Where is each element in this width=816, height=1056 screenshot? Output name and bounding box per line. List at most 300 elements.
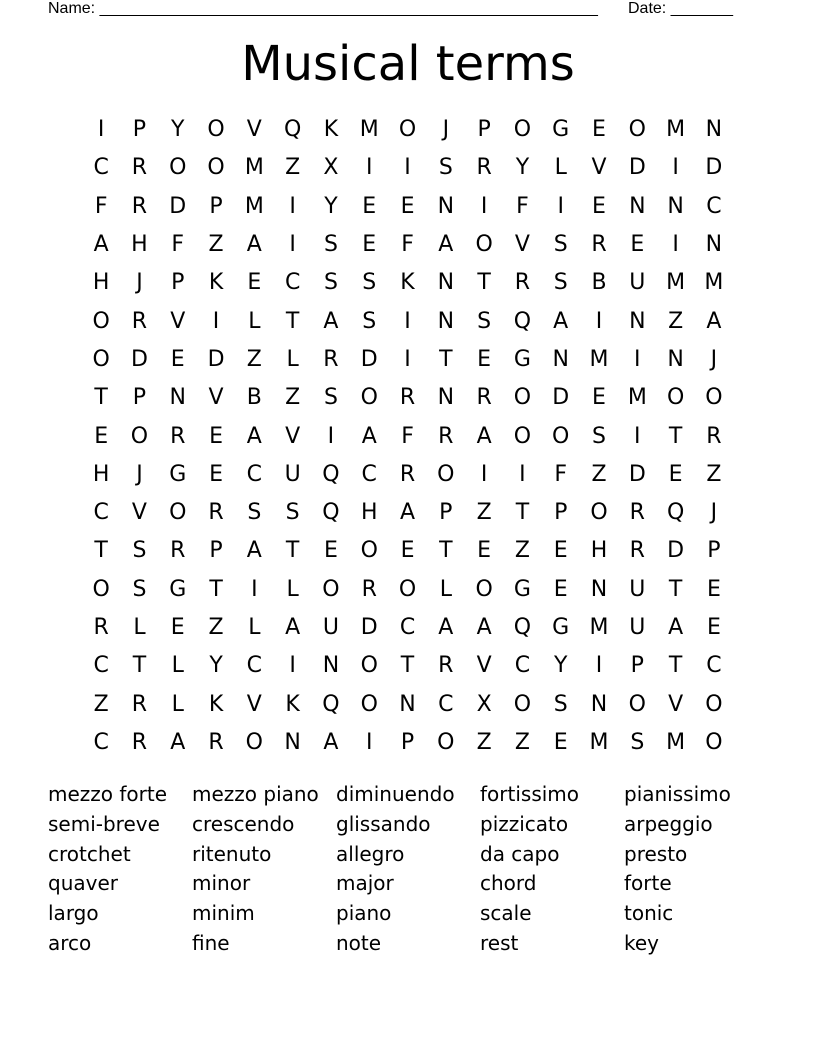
grid-letter: S [438,155,453,181]
grid-row [82,494,733,532]
grid-letter: K [208,691,224,717]
grid-letter: O [360,691,378,717]
grid-letter: E [170,615,185,640]
grid-letter: O [513,385,532,411]
grid-letter: M [666,270,686,296]
grid-letter: P [630,653,644,679]
grid-letter: I [557,193,564,219]
grid-letter: E [553,538,568,564]
grid-letter: R [476,385,492,411]
grid-letter: R [476,155,492,181]
grid-letter: S [362,270,377,296]
grid-letter: C [399,615,416,640]
grid-letter: G [169,461,187,487]
grid-letter: N [552,346,569,372]
grid-letter: C [514,653,531,679]
grid-letter: D [667,538,685,564]
grid-letter: T [209,576,223,602]
grid-letter: Z [208,232,224,258]
grid-letter: O [666,385,685,411]
grid-letter: A [476,615,492,640]
grid-letter: O [513,117,532,143]
grid-letter: N [284,729,301,755]
grid-letter: P [477,117,491,143]
grid-letter: R [629,538,645,564]
word-list-item: piano [336,901,392,926]
grid-letter: V [208,385,224,411]
grid-letter: L [554,155,567,181]
name-label: Name: ________________________________________________________ [48,0,598,17]
grid-letter: N [629,308,646,334]
grid-letter: D [360,615,378,640]
grid-letter: D [552,385,570,411]
grid-letter: O [475,576,493,602]
grid-letter: Q [322,461,340,487]
grid-letter: E [592,193,606,219]
header-line [48,0,748,20]
grid-letter: E [630,232,645,258]
grid-letter: M [704,270,724,296]
grid-letter: V [285,423,301,449]
grid-row [82,685,733,723]
grid-letter: M [589,346,609,372]
grid-letter: T [94,385,108,411]
grid-letter: M [627,385,647,411]
word-list-item: mezzo forte [48,782,168,806]
grid-letter: R [170,538,186,564]
grid-letter: I [289,653,296,679]
grid-letter: R [399,461,416,487]
grid-letter: E [592,385,606,411]
word-list-item: da capo [480,841,560,866]
grid-letter: Q [283,117,302,143]
grid-letter: Z [514,538,530,564]
word-list-item: glissando [336,811,431,836]
grid-letter: Z [591,461,607,487]
grid-letter: V [131,500,147,526]
grid-letter: R [131,155,148,181]
grid-letter: B [246,385,262,411]
grid-letter: U [629,576,646,602]
grid-letter: E [706,615,721,640]
grid-row [82,609,733,647]
word-list-item: scale [480,901,532,926]
grid-letter: O [705,691,723,717]
grid-letter: R [131,691,148,717]
grid-letter: C [93,729,109,755]
word-list-item: rest [480,930,519,955]
grid-letter: E [94,423,109,449]
grid-letter: O [130,423,149,449]
grid-letter: O [628,117,646,143]
grid-letter: N [437,308,455,334]
grid-letter: T [668,576,683,602]
grid-letter: P [132,385,147,411]
grid-letter: M [589,615,609,640]
word-list-item: pianissimo [624,782,731,806]
grid-letter: O [92,576,110,602]
grid-letter: I [97,117,105,143]
grid-letter: C [93,155,109,181]
grid-letter: A [323,308,339,334]
word-list-item: crotchet [48,841,131,866]
grid-letter: T [477,270,491,296]
grid-letter: D [169,193,187,219]
grid-letter: F [516,193,529,219]
grid-letter: L [286,576,299,602]
grid-letter: S [132,576,147,602]
grid-letter: L [133,615,146,640]
grid-letter: L [248,615,261,640]
grid-letter: C [706,193,722,219]
grid-letter: E [362,193,377,219]
grid-letter: T [439,538,453,564]
grid-row [82,149,733,187]
grid-letter: L [171,691,184,717]
grid-letter: N [437,193,455,219]
grid-letter: I [634,346,641,372]
grid-letter: J [710,500,718,526]
grid-letter: H [131,232,148,258]
word-list-item: arpeggio [624,811,713,836]
grid-letter: R [361,576,377,602]
word-list [48,780,768,959]
grid-letter: J [710,346,718,372]
grid-letter: S [592,423,606,449]
grid-letter: E [400,193,415,219]
grid-row [82,379,733,417]
grid-letter: E [247,270,262,296]
grid-letter: Z [285,385,301,411]
grid-letter: I [595,653,603,679]
grid-letter: I [672,155,679,181]
word-list-item: crescendo [192,811,295,836]
grid-letter: O [705,385,723,411]
grid-letter: N [667,193,684,219]
grid-letter: O [360,385,378,411]
grid-letter: S [477,308,492,334]
grid-letter: T [285,308,300,334]
grid-letter: G [169,576,187,602]
grid-letter: A [323,729,339,755]
grid-letter: O [590,500,608,526]
grid-letter: H [92,270,110,296]
grid-letter: E [706,576,721,602]
grid-letter: T [400,653,415,679]
grid-letter: A [285,615,301,640]
grid-letter: F [401,423,414,449]
grid-letter: U [284,461,301,487]
grid-letter: G [513,346,531,372]
grid-letter: P [554,500,568,526]
grid-letter: C [93,653,109,679]
grid-letter: J [136,270,143,296]
grid-letter: N [437,270,455,296]
word-list-item: chord [480,871,537,896]
grid-letter: M [666,117,686,143]
grid-letter: P [209,538,223,564]
grid-letter: Q [322,691,340,717]
grid-letter: E [209,423,223,449]
grid-row [82,111,733,149]
grid-letter: O [705,729,723,755]
grid-letter: I [672,232,679,258]
grid-row [82,341,733,379]
grid-letter: O [360,653,378,679]
grid-letter: I [595,308,603,334]
page-title: Musical terms [241,36,575,92]
grid-letter: E [592,117,606,143]
grid-row [82,302,733,340]
grid-letter: Y [209,653,223,679]
word-list-item: ritenuto [192,841,272,866]
grid-letter: R [706,423,722,449]
grid-letter: T [668,653,683,679]
grid-letter: A [246,538,262,564]
grid-letter: I [404,308,411,334]
grid-letter: R [438,653,454,679]
grid-letter: O [513,423,532,449]
grid-letter: S [132,538,147,564]
grid-letter: E [400,538,415,564]
grid-letter: R [399,385,416,411]
word-list-item: minim [192,901,255,926]
grid-letter: S [553,232,568,258]
word-list-item: pizzicato [480,811,569,836]
grid-letter: Z [93,691,109,717]
grid-letter: I [480,461,488,487]
grid-letter: T [285,538,300,564]
grid-letter: S [553,270,568,296]
grid-letter: R [514,270,531,296]
grid-letter: C [93,500,109,526]
grid-letter: O [437,461,455,487]
grid-letter: I [289,193,296,219]
grid-letter: F [554,461,568,487]
grid-letter: N [705,117,723,143]
grid-letter: H [360,500,378,526]
grid-letter: R [629,500,645,526]
word-list-item: semi-breve [48,811,160,836]
grid-letter: O [475,232,493,258]
grid-letter: R [208,729,224,755]
grid-row [82,532,733,570]
word-list-item: presto [624,841,688,866]
grid-letter: K [208,270,224,296]
grid-letter: R [131,193,148,219]
grid-letter: I [365,729,373,755]
grid-letter: K [285,691,300,717]
grid-letter: H [590,538,608,564]
grid-letter: N [590,576,608,602]
grid-letter: V [246,691,262,717]
grid-letter: B [591,270,607,296]
grid-letter: Q [666,500,685,526]
grid-letter: R [323,346,339,372]
grid-letter: O [322,576,340,602]
word-list-item: tonic [624,901,674,926]
word-list-item: diminuendo [336,782,455,806]
grid-row [82,226,733,264]
grid-letter: V [476,653,492,679]
grid-letter: A [399,500,416,526]
grid-letter: Z [285,155,301,181]
grid-letter: P [171,270,185,296]
grid-letter: L [439,576,452,602]
grid-letter: I [327,423,335,449]
grid-row [82,647,733,685]
grid-letter: E [553,576,568,602]
grid-letter: U [629,615,646,640]
grid-letter: A [361,423,377,449]
grid-letter: I [251,576,258,602]
grid-letter: R [208,500,224,526]
grid-letter: Q [513,615,532,640]
word-list-item: fortissimo [480,782,580,806]
grid-letter: I [289,232,296,258]
grid-letter: Z [706,461,722,487]
grid-letter: O [437,729,455,755]
grid-letter: A [438,232,454,258]
grid-letter: Z [514,729,530,755]
grid-letter: T [94,538,108,564]
grid-letter: P [209,193,223,219]
grid-letter: S [630,729,645,755]
grid-letter: E [553,729,568,755]
grid-letter: M [666,729,686,755]
grid-letter: Y [515,155,530,181]
grid-letter: D [207,346,225,372]
grid-letter: V [591,155,607,181]
grid-letter: Z [476,729,492,755]
grid-letter: A [438,615,454,640]
grid-row [82,417,733,455]
grid-letter: V [514,232,530,258]
grid-letter: T [132,653,147,679]
word-list-item: fine [192,930,230,955]
grid-letter: A [246,423,262,449]
grid-letter: C [706,653,722,679]
word-list-item: minor [192,871,251,896]
grid-letter: R [93,615,109,640]
grid-letter: C [438,691,454,717]
grid-letter: Y [171,117,185,143]
grid-letter: P [707,538,721,564]
grid-letter: C [246,461,263,487]
grid-letter: I [212,308,220,334]
grid-letter: O [207,117,225,143]
grid-letter: S [285,500,300,526]
grid-letter: O [398,576,417,602]
grid-letter: R [438,423,454,449]
grid-letter: S [323,385,338,411]
grid-letter: E [170,346,185,372]
grid-letter: Z [208,615,224,640]
grid-letter: Q [513,308,532,334]
word-list-item: arco [48,930,92,955]
grid-letter: E [668,461,683,487]
grid-letter: A [170,729,186,755]
grid-letter: K [400,270,415,296]
grid-letter: T [515,500,530,526]
grid-letter: O [169,155,187,181]
grid-letter: Z [476,500,492,526]
grid-letter: F [171,232,185,258]
grid-letter: L [286,346,299,372]
grid-letter: R [170,423,186,449]
grid-letter: G [552,615,570,640]
grid-row [82,571,733,609]
grid-letter: P [439,500,453,526]
grid-letter: Y [553,653,568,679]
grid-letter: O [169,500,187,526]
grid-letter: G [513,576,531,602]
grid-letter: X [323,155,339,181]
grid-letter: N [322,653,340,679]
grid-letter: D [628,155,646,181]
word-list-item: mezzo piano [192,782,319,806]
grid-letter: Y [324,193,338,219]
grid-letter: R [131,729,148,755]
grid-letter: C [246,653,263,679]
grid-letter: O [207,155,225,181]
grid-letter: A [706,308,722,334]
grid-letter: A [476,423,492,449]
grid-letter: J [136,461,143,487]
grid-letter: E [477,538,492,564]
grid-letter: O [92,308,110,334]
grid-letter: N [629,193,646,219]
grid-letter: O [245,729,263,755]
grid-letter: I [634,423,641,449]
grid-letter: O [628,691,646,717]
grid-letter: S [362,308,377,334]
grid-letter: O [552,423,570,449]
grid-letter: E [362,232,377,258]
grid-letter: S [323,270,338,296]
grid-letter: E [323,538,338,564]
grid-letter: Q [322,500,340,526]
grid-letter: E [209,461,223,487]
grid-letter: P [132,117,147,143]
grid-letter: M [244,193,264,219]
grid-letter: T [668,423,683,449]
grid-letter: F [401,232,414,258]
grid-letter: I [480,193,488,219]
grid-letter: O [360,538,378,564]
date-label: Date: _______ [628,0,733,17]
grid-letter: M [589,729,609,755]
grid-letter: A [93,232,109,258]
grid-letter: N [169,385,186,411]
grid-letter: N [590,691,608,717]
grid-letter: S [247,500,262,526]
grid-letter: X [476,691,492,717]
grid-letter: Z [668,308,684,334]
grid-letter: C [284,270,301,296]
grid-letter: P [400,729,415,755]
grid-letter: A [668,615,684,640]
grid-letter: I [404,346,411,372]
grid-letter: N [705,232,723,258]
grid-letter: V [170,308,186,334]
word-list-item: major [336,871,394,896]
grid-letter: R [131,308,148,334]
grid-letter: S [553,691,568,717]
grid-letter: M [359,117,379,143]
word-list-item: forte [624,871,672,896]
grid-letter: H [92,461,110,487]
